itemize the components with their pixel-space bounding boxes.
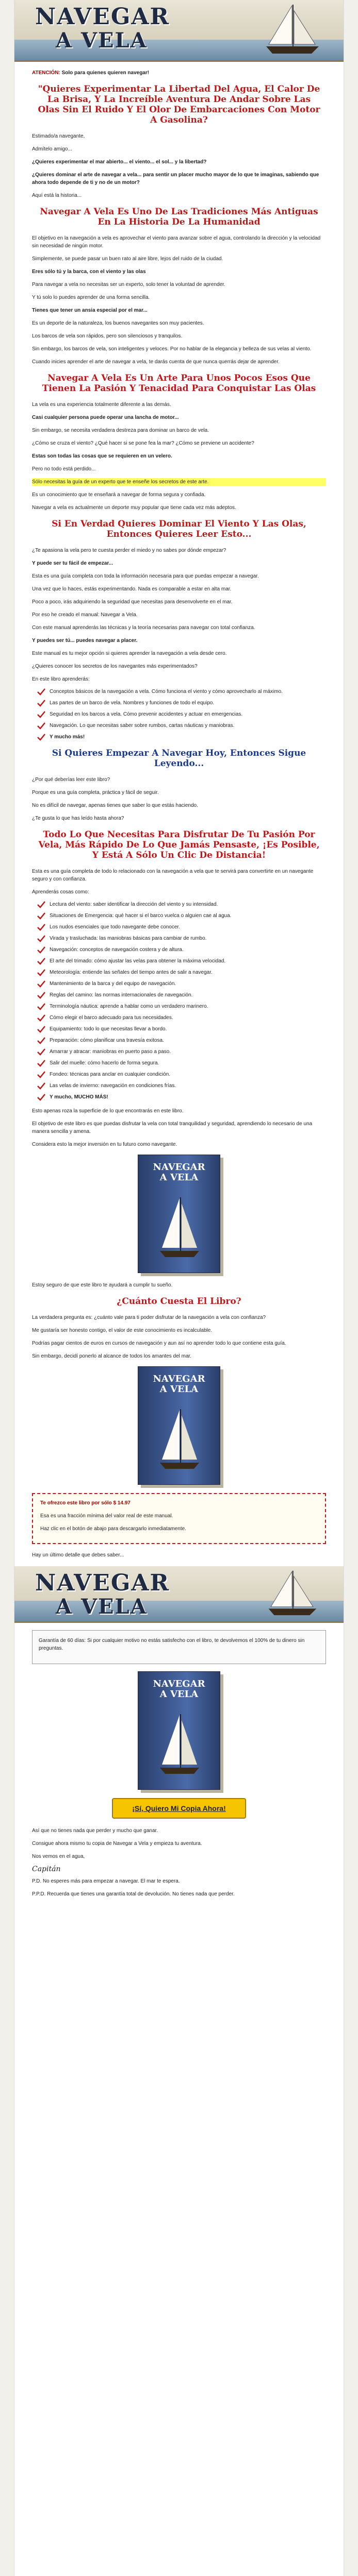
price-p8: Hay un último detalle que debes saber... <box>32 1552 124 1558</box>
intro-p19: Sólo necesitas la guía de un experto que te enseñe los secretos de este arte. <box>32 478 326 486</box>
intro-p11: Sin embargo, los barcos de vela, son inteligentes y veloces. Por no hablar de la elegancia y belleza de sus velas al viento. <box>32 346 312 352</box>
list-item-text: Lectura del viento: saber identificar la dirección del viento y su intensidad. <box>50 902 218 907</box>
list-item-text: Fondeo: técnicas para anclar en cualquier condición. <box>50 1072 171 1077</box>
intro-p1: Admítelo amigo... <box>32 146 72 152</box>
sales-page <box>14 0 344 2576</box>
price-offer: Te ofrezco este libro por sólo $ 14.97 <box>40 1500 131 1506</box>
list-item <box>37 992 326 999</box>
list-item <box>37 924 326 931</box>
order-button[interactable]: ¡Sí, Quiero Mi Copia Ahora! <box>112 1798 246 1819</box>
title-line-1: NAVEGAR <box>35 1570 170 1596</box>
checkmark-icon <box>37 1060 45 1067</box>
list-item <box>37 980 326 988</box>
intro-p7: Y tú solo lo puedes aprender de una forma sencilla. <box>32 295 150 300</box>
list-item-text: Y mucho más! <box>50 734 85 740</box>
checkmark-icon <box>37 1003 45 1010</box>
intro-p4: Simplemente, se puede pasar un buen rato al aire libre, lejos del ruido de la ciudad. <box>32 256 223 262</box>
list-item-text: Preparación: cómo planificar una travesía exitosa. <box>50 1038 164 1043</box>
checkmark-icon <box>37 901 45 908</box>
list-item-text: Salir del muelle: cómo hacerlo de forma segura. <box>50 1060 159 1066</box>
list-item-text: Conceptos básicos de la navegación a vela. Cómo funciona el viento y cómo aprovecharlo al máximo. <box>50 689 283 694</box>
list-item <box>37 912 326 920</box>
s4-p3: Esto apenas roza la superficie de lo que encontrarás en este libro. <box>32 1108 184 1114</box>
price-p2: Me gustaría ser honesto contigo, el valor de este conocimiento es incalculable. <box>32 1328 213 1333</box>
checkmark-icon <box>37 1071 45 1078</box>
list-item <box>37 958 326 965</box>
intro-p13: La vela es una experiencia totalmente diferente a las demás. <box>32 402 171 408</box>
list-item-text: Los nudos esenciales que todo navegante debe conocer. <box>50 924 180 930</box>
list-item <box>37 1060 326 1067</box>
art-headline: Navegar A Vela Es Un Arte Para Unos Pocos Esos Que Tienen La Pasión Y Tenacidad Para Conquistar Las Olas <box>42 373 316 394</box>
attention-text: Solo para quienes quieren navegar! <box>61 70 150 76</box>
s2-p7: Con este manual aprenderás las técnicas y la teoría necesarias para navegar con total confianza. <box>32 625 255 631</box>
checkmark-icon <box>37 946 45 954</box>
list-item-text: Virada y trasluchada: las maniobras básicas para cambiar de rumbo. <box>50 936 207 941</box>
list-item-text: Terminología náutica: aprende a hablar como un verdadero marinero. <box>50 1004 208 1009</box>
checkmark-icon <box>37 1094 45 1101</box>
signature-lead: Nos vemos en el agua, <box>32 1854 85 1859</box>
list-item-text: Las partes de un barco de vela. Nombres y funciones de todo el equipo. <box>50 700 215 706</box>
s2-p5: Poco a poco, irás adquiriendo la seguridad que necesitas para desenvolverte en el mar. <box>32 599 233 605</box>
signature: Capitán <box>32 1865 61 1873</box>
list-item <box>37 1048 326 1056</box>
intro-p12: Cuando inicies aprender el arte de navegar a vela, te darás cuenta de que nunca querrás dejar de aprender. <box>32 359 280 365</box>
checkmark-icon <box>37 980 45 988</box>
list-item <box>37 711 326 718</box>
checkmark-icon <box>37 734 45 741</box>
book-title-line-2: A VELA <box>159 1172 199 1183</box>
list-item-text: Situaciones de Emergencia: qué hacer si el barco vuelca o alguien cae al agua. <box>50 913 232 919</box>
s2-p11: En este libro aprenderás: <box>32 676 90 682</box>
pricing-headline: ¿Cuánto Cuesta El Libro? <box>117 1296 241 1307</box>
master-wind-headline: Si En Verdad Quieres Dominar El Viento Y Las Olas, Entonces Quieres Leer Esto... <box>52 519 306 539</box>
intro-p21: Navegar a vela es actualmente un deporte muy popular que tiene cada vez más adeptos. <box>32 505 236 511</box>
greeting: Estimado/a navegante, <box>32 133 85 139</box>
checkmark-icon <box>37 700 45 707</box>
intro-p18: Pero no todo está perdido... <box>32 466 96 472</box>
list-item <box>37 688 326 696</box>
checkmark-icon <box>37 1026 45 1033</box>
list-item-text: Amarrar y atracar: maniobras en puerto paso a paso. <box>50 1049 171 1055</box>
s2-p8: Y puedes ser tú... puedes navegar a placer. <box>32 638 138 643</box>
intro-p10: Los barcos de vela son rápidos, pero son silenciosos y tranquilos. <box>32 333 183 339</box>
checkmark-icon <box>37 1037 45 1044</box>
history-headline: Navegar A Vela Es Uno De Las Tradiciones Más Antiguas En La Historia De La Humanidad <box>40 207 318 227</box>
checkmark-icon <box>37 935 45 942</box>
s4-p6: Estoy seguro de que este libro te ayudará a cumplir tu sueño. <box>32 1282 173 1288</box>
list-item <box>37 901 326 908</box>
banner-title <box>35 1571 170 1619</box>
sailboat-icon <box>159 1196 200 1263</box>
list-item <box>37 700 326 707</box>
book-title-line-1: NAVEGAR <box>153 1162 205 1173</box>
s2-p1: ¿Te apasiona la vela pero te cuesta perder el miedo y no sabes por dónde empezar? <box>32 548 226 553</box>
book-title <box>138 1679 220 1700</box>
book-title <box>138 1162 220 1183</box>
checkmark-icon <box>37 722 45 730</box>
checkmark-icon <box>37 1082 45 1090</box>
price-p6: Esa es una fracción mínima del valor real de este manual. <box>40 1513 173 1519</box>
intro-p3: El objetivo en la navegación a vela es aprovechar el viento para avanzar sobre el agua, controlando la dirección y la velocidad sin necesidad de ningún motor. <box>32 235 321 249</box>
s3-p2: Porque es una guía completa, práctica y fácil de seguir. <box>32 790 159 795</box>
checkmark-icon <box>37 1048 45 1056</box>
s4-p2: Aprenderás cosas como: <box>32 889 89 895</box>
checkmark-icon <box>37 912 45 920</box>
list-item-text: Cómo elegir el barco adecuado para tus necesidades. <box>50 1015 173 1021</box>
list-item-text: Seguridad en los barcos a vela. Cómo prevenir accidentes y actuar en emergencias. <box>50 711 243 717</box>
book-title-line-1: NAVEGAR <box>153 1679 205 1689</box>
guarantee-box <box>32 1630 326 1664</box>
list-item <box>37 946 326 954</box>
list-item <box>37 1094 326 1101</box>
list-item <box>37 722 326 730</box>
list-item <box>37 1082 326 1090</box>
book-title <box>138 1374 220 1395</box>
list-item <box>37 734 326 741</box>
site-title <box>35 5 170 53</box>
s2-p6: Por eso he creado el manual: Navegar a Vela. <box>32 612 138 618</box>
checkmark-icon <box>37 1014 45 1022</box>
s3-p1: ¿Por qué deberías leer este libro? <box>32 777 110 783</box>
s4-p4: El objetivo de este libro es que puedas disfrutar la vela con total tranquilidad y seguridad, aprendiendo lo necesario de una manera sencilla y amena. <box>32 1121 313 1134</box>
list-item <box>37 1071 326 1078</box>
list-item-text: Navegación: conceptos de navegación costera y de altura. <box>50 947 184 953</box>
s2-p2: Y puede ser tu fácil de empezar... <box>32 561 113 566</box>
second-banner <box>14 1566 344 1623</box>
book-title-line-2: A VELA <box>159 1689 199 1700</box>
benefits-list-2 <box>37 901 326 1101</box>
intro-p17: Estas son todas las cosas que se requieren en un velero. <box>32 453 172 459</box>
main-headline: "Quieres Experimentar La Libertad Del Agua, El Calor De La Brisa, Y La Increíble Aventura De Andar Sobre Las Olas Sin El Ruido Y El Olor De Embarcaciones Con Motor A Gasolina? <box>38 84 320 125</box>
list-item <box>37 1003 326 1010</box>
checkmark-icon <box>37 711 45 718</box>
list-item-text: Meteorología: entiende las señales del tiempo antes de salir a navegar. <box>50 970 213 975</box>
s3-p3: No es difícil de navegar, apenas tienes que saber lo que estás haciendo. <box>32 803 198 808</box>
list-item-text: Las velas de invierno: navegación en condiciones frías. <box>50 1083 176 1089</box>
checkmark-icon <box>37 688 45 696</box>
title-line-2: A VELA <box>56 28 148 53</box>
s4-p5: Considera esto la mejor inversión en tu futuro como navegante. <box>32 1142 177 1147</box>
list-item <box>37 935 326 942</box>
checkmark-icon <box>37 992 45 999</box>
list-item <box>37 1037 326 1044</box>
book-cover-1 <box>115 1155 243 1273</box>
intro-q1: ¿Quieres experimentar el mar abierto... el viento... el sol... y la libertad? <box>32 159 207 165</box>
intro-p15: Sin embargo, se necesita verdadera destreza para dominar un barco de vela. <box>32 428 209 433</box>
sailboat-icon <box>261 1569 323 1621</box>
price-p3: Podrías pagar cientos de euros en cursos de navegación y aun así no aprender todo lo que contiene esta guía. <box>32 1341 286 1346</box>
intro-p20: Es un conocimiento que te enseñará a navegar de forma segura y confiada. <box>32 492 206 498</box>
intro-p2: Aquí está la historia... <box>32 193 82 198</box>
book-cover-2 <box>115 1366 243 1485</box>
intro-p5: Eres sólo tú y la barca, con el viento y las olas <box>32 269 146 275</box>
price-p4: Sin embargo, decidí ponerlo al alcance de todos los amantes del mar. <box>32 1353 192 1359</box>
attention-line <box>32 69 326 77</box>
checkmark-icon <box>37 924 45 931</box>
postscript-2: P.P.D. Recuerda que tienes una garantía total de devolución. No tienes nada que perder. <box>32 1891 235 1897</box>
book-image <box>138 1155 220 1273</box>
title-line-1: NAVEGAR <box>35 4 170 30</box>
list-item-text: Reglas del camino: las normas internacionales de navegación. <box>50 992 193 998</box>
start-today-headline: Si Quieres Empezar A Navegar Hoy, Entonces Sigue Leyendo... <box>52 748 306 769</box>
title-line-2: A VELA <box>56 1595 148 1619</box>
sailboat-icon <box>261 3 323 60</box>
price-p1: La verdadera pregunta es: ¿cuánto vale para ti poder disfrutar de la navegación a vela con confianza? <box>32 1315 266 1320</box>
intro-q2: ¿Quieres dominar el arte de navegar a vela... para sentir un placer mucho mayor de lo que te imaginas, sabiendo que ahora todo depende de ti y no de un motor? <box>32 172 319 185</box>
book-title-line-1: NAVEGAR <box>153 1374 205 1384</box>
list-item-text: Mantenimiento de la barca y del equipo de navegación. <box>50 981 176 987</box>
intro-p14: Casi cualquier persona puede operar una lancha de motor... <box>32 415 179 420</box>
price-p7: Haz clic en el botón de abajo para descargarlo inmediatamente. <box>40 1526 186 1532</box>
list-item <box>37 1014 326 1022</box>
page-header <box>14 0 344 62</box>
checkmark-icon <box>37 969 45 976</box>
book-cover-3 <box>115 1671 243 1790</box>
list-item-text: El arte del trimado: cómo ajustar las velas para obtener la máxima velocidad. <box>50 958 226 964</box>
intro-p8: Tienes que tener un ansia especial por el mar... <box>32 308 148 313</box>
intro-p6: Para navegar a vela no necesitas ser un experto, solo tener la voluntad de aprender. <box>32 282 225 287</box>
list-item <box>37 969 326 976</box>
s2-p10: ¿Quieres conocer los secretos de los navegantes más experimentados? <box>32 664 198 669</box>
list-item-text: Navegación. Lo que necesitas saber sobre rumbos, cartas náuticas y maniobras. <box>50 723 235 728</box>
list-item-text: Y mucho, MUCHO MÁS! <box>50 1094 108 1100</box>
postscript-1: P.D. No esperes más para empezar a navegar. El mar te espera. <box>32 1878 180 1884</box>
list-item-text: Equipamiento: todo lo que necesitas llevar a bordo. <box>50 1026 167 1032</box>
s3-p4: ¿Te gusta lo que has leído hasta ahora? <box>32 816 124 821</box>
price-box <box>32 1493 326 1544</box>
s4-p1: Esta es una guía completa de todo lo relacionado con la navegación a vela que te servirá para convertirte en un navegante seguro y con confianza. <box>32 869 314 882</box>
book-image <box>138 1366 220 1485</box>
attention-label: ATENCIÓN: <box>32 70 60 76</box>
sailboat-icon <box>159 1408 200 1475</box>
benefits-list-1 <box>37 688 326 741</box>
price-p10: Consigue ahora mismo tu copia de Navegar a Vela y empieza tu aventura. <box>32 1841 202 1846</box>
everything-headline: Todo Lo Que Necesitas Para Disfrutar De Tu Pasión Por Vela, Más Rápido De Lo Que Jamás Pensaste, ¡Es Posible, Y Está A Sólo Un Clic De Distancia! <box>38 829 320 860</box>
book-image <box>138 1671 220 1790</box>
book-title-line-2: A VELA <box>159 1384 199 1395</box>
guarantee-text: Garantía de 60 días: Si por cualquier motivo no estás satisfecho con el libro, te devolvemos el 100% de tu dinero sin preguntas. <box>39 1638 305 1651</box>
sailboat-icon <box>159 1713 200 1780</box>
intro-p9: Es un deporte de la naturaleza, los buenos navegantes son muy pacientes. <box>32 320 204 326</box>
price-p9: Así que no tienes nada que perder y mucho que ganar. <box>32 1828 158 1834</box>
intro-p16: ¿Cómo se cruza el viento? ¿Qué hacer si se pone fea la mar? ¿Cómo se previene un accidente? <box>32 440 254 446</box>
s2-p3: Esta es una guía completa con toda la información necesaria para que puedas empezar a navegar. <box>32 573 259 579</box>
main-content <box>14 62 344 1898</box>
s2-p4: Una vez que lo haces, estás experimentando. Nada es comparable a estar en alta mar. <box>32 586 232 592</box>
s2-p9: Este manual es tu mejor opción si quieres aprender la navegación a vela desde cero. <box>32 651 227 656</box>
list-item <box>37 1026 326 1033</box>
checkmark-icon <box>37 958 45 965</box>
